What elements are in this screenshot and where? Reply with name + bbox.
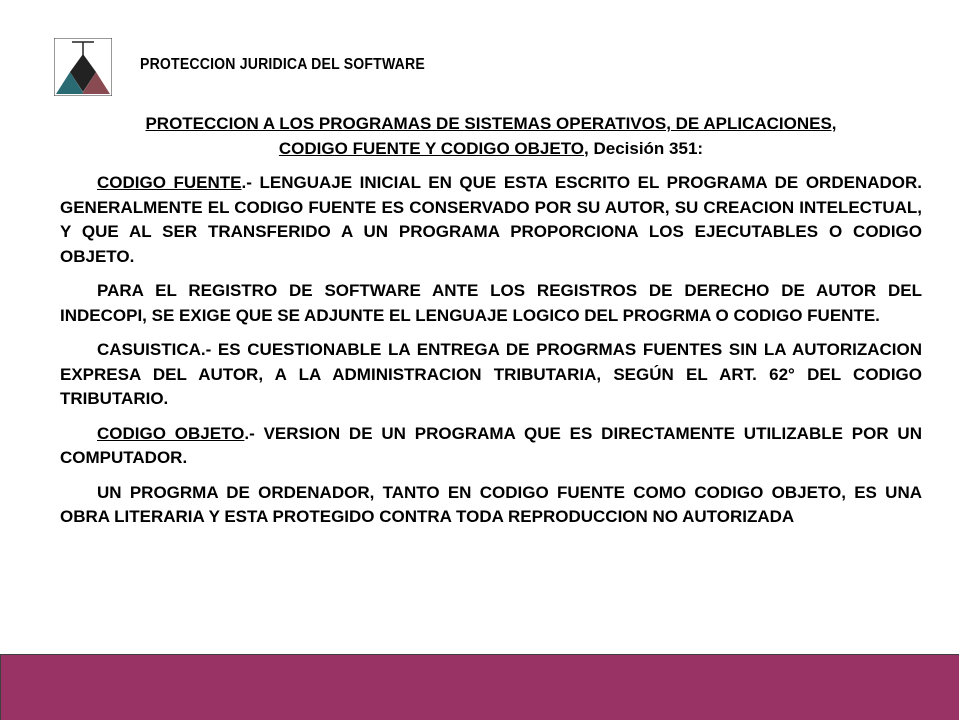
paragraph-text: UN PROGRMA DE ORDENADOR, TANTO EN CODIGO FUENTE COMO CODIGO OBJETO, ES UNA OBRA LITERARIA Y ESTA PROTEGIDO CONTRA TODA REPRODUCCION NO AUTORIZADA	[60, 482, 922, 526]
paragraph-codigo-fuente	[60, 171, 922, 269]
paragraph-obra-literaria	[60, 481, 922, 530]
term-codigo-objeto: CODIGO OBJETO	[97, 423, 245, 443]
footer-bar	[0, 654, 959, 720]
paragraph-registro	[60, 279, 922, 328]
heading-line-1: PROTECCION A LOS PROGRAMAS DE SISTEMAS OPERATIVOS, DE APLICACIONES,	[145, 114, 837, 133]
heading-underlined-term: CODIGO FUENTE Y CODIGO OBJETO	[278, 138, 585, 158]
page-title: PROTECCION JURIDICA DEL SOFTWARE	[140, 56, 425, 73]
paragraph-text: PARA EL REGISTRO DE SOFTWARE ANTE LOS REGISTROS DE DERECHO DE AUTOR DEL INDECOPI, SE EXIGE QUE SE ADJUNTE EL LENGUAJE LOGICO DEL PROGRMA O CODIGO FUENTE.	[60, 281, 922, 325]
slide-body	[60, 112, 922, 540]
paragraph-casuistica	[60, 338, 922, 412]
paragraph-text: .- LENGUAJE INICIAL EN QUE ESTA ESCRITO EL PROGRAMA DE ORDENADOR. GENERALMENTE EL CODIGO FUENTE ES CONSERVADO POR SU AUTOR, SU CREACION INTELECTUAL, Y QUE AL SER TRANSFERIDO A UN PROGRAMA PROPORCIONA LOS EJECUTABLES O CODIGO OBJETO.	[60, 173, 922, 266]
heading-decision: , Decisión 351:	[584, 138, 704, 158]
paragraph-codigo-objeto	[60, 422, 922, 471]
triangles-logo-icon	[54, 38, 112, 96]
paragraph-text: CASUISTICA.- ES CUESTIONABLE LA ENTREGA DE PROGRMAS FUENTES SIN LA AUTORIZACION EXPRESA DEL AUTOR, A LA ADMINISTRACION TRIBUTARIA, SEGÚN EL ART. 62° DEL CODIGO TRIBUTARIO.	[60, 340, 922, 408]
paragraph-text: .- VERSION DE UN PROGRAMA QUE ES DIRECTAMENTE UTILIZABLE POR UN COMPUTADOR.	[60, 423, 922, 467]
section-heading	[60, 112, 922, 161]
term-codigo-fuente: CODIGO FUENTE	[97, 173, 242, 192]
